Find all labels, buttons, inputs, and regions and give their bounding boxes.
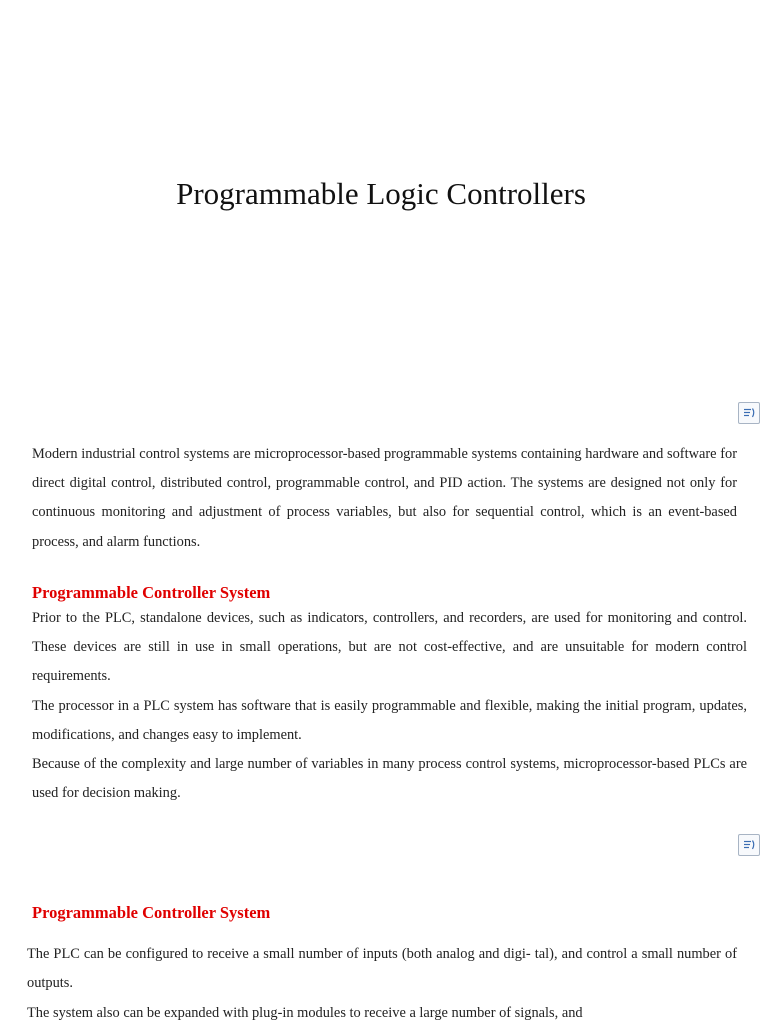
body-paragraph: The PLC can be configured to receive a small number of inputs (both analog and digi- tal), and control a small number of outputs. xyxy=(27,946,737,992)
speaker-notes-icon[interactable] xyxy=(738,834,760,856)
intro-paragraph: Modern industrial control systems are microprocessor-based programmable systems containing hardware and software for direct digital control, distributed control, programmable control, and PID action. The systems are designed not only for continuous monitoring and adjustment of process variables, but also for sequential control, which is an event-based process, and alarm functions. xyxy=(32,446,737,550)
speaker-notes-icon-glyph xyxy=(739,403,759,423)
body-paragraph: Because of the complexity and large number of variables in many process control systems, microprocessor-based PLCs are used for decision making. xyxy=(32,756,747,802)
page-title: Programmable Logic Controllers xyxy=(176,176,586,211)
body-paragraph: The processor in a PLC system has software that is easily programmable and flexible, making the initial program, updates, modifications, and changes easy to implement. xyxy=(32,698,747,744)
section-heading: Programmable Controller System xyxy=(32,583,271,602)
section-heading: Programmable Controller System xyxy=(32,903,271,922)
body-paragraph: Prior to the PLC, standalone devices, such as indicators, controllers, and recorders, are used for monitoring and control. These devices are still in use in small operations, but are not cost-effective, and are unsuitable for modern control requirements. xyxy=(32,610,747,685)
speaker-notes-icon-glyph xyxy=(739,835,759,855)
speaker-notes-icon[interactable] xyxy=(738,402,760,424)
body-paragraph: The system also can be expanded with plug-in modules to receive a large number of signals, and xyxy=(27,1005,583,1021)
